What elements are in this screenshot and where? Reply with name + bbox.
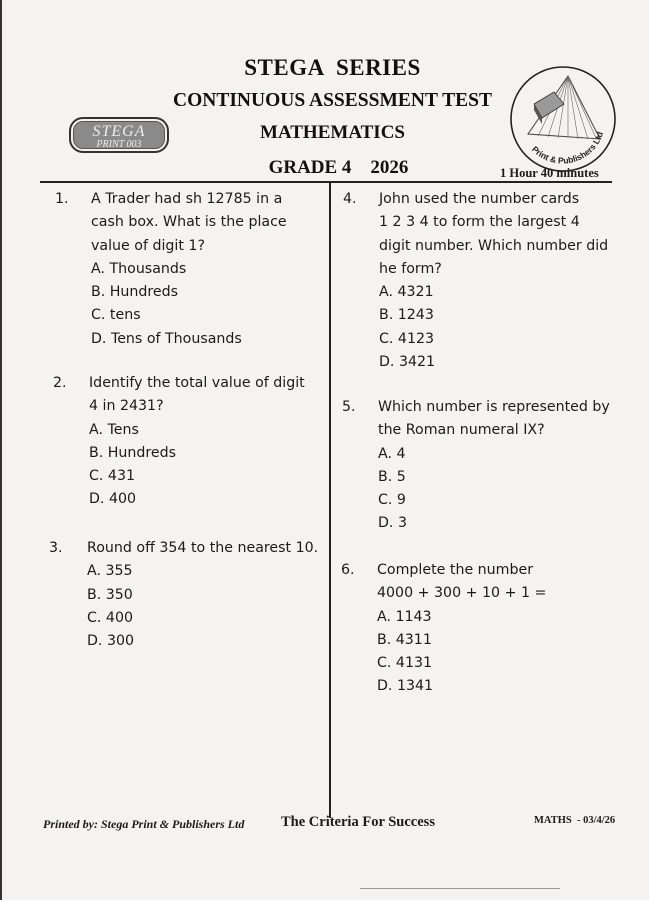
question-text: Identify the total value of digit — [89, 375, 305, 391]
footer-printer: Printed by: Stega Print & Publishers Ltd — [43, 817, 245, 831]
question-number: 6. — [341, 562, 355, 578]
option-c: C. 9 — [378, 492, 406, 509]
option-d: D. 300 — [87, 633, 135, 650]
option-c: C. 400 — [87, 609, 134, 626]
question-number: 1. — [55, 191, 69, 207]
question-text: the Roman numeral IX? — [378, 422, 545, 439]
option-b: B. 5 — [378, 468, 406, 485]
question-text: John used the number cards — [379, 191, 580, 207]
option-a: A. Tens — [89, 421, 139, 438]
option-a: A. Thousands — [91, 260, 187, 277]
option-b: B. Hundreds — [89, 444, 177, 461]
option-d: D. 3 — [378, 515, 407, 532]
option-c: C. 4123 — [379, 330, 435, 347]
question-text: A Trader had sh 12785 in a — [91, 191, 283, 207]
question-number: 3. — [49, 540, 63, 556]
option-a: A. 355 — [87, 563, 133, 580]
question-text: 1 2 3 4 to form the largest 4 — [379, 214, 580, 231]
duration-label: 1 Hour 40 minutes — [500, 166, 599, 180]
question-text: 4 in 2431? — [89, 398, 164, 415]
test-type-title: CONTINUOUS ASSESSMENT TEST — [173, 90, 492, 111]
option-c: C. 4131 — [377, 655, 433, 672]
option-b: B. 1243 — [379, 307, 434, 324]
option-c: C. 431 — [89, 468, 136, 485]
question-text: he form? — [379, 260, 442, 277]
option-b: B. Hundreds — [91, 284, 179, 301]
question-number: 2. — [53, 375, 67, 391]
question-text: Round off 354 to the nearest 10. — [87, 540, 319, 556]
option-a: A. 1143 — [377, 608, 432, 625]
header-divider — [40, 181, 612, 183]
stamp-line2: PRINT 003 — [96, 139, 142, 150]
question-text: Complete the number — [377, 562, 534, 578]
question-number: 5. — [342, 399, 356, 415]
subject-title: MATHEMATICS — [260, 122, 405, 143]
option-d: D. 3421 — [379, 354, 436, 371]
option-d: D. Tens of Thousands — [91, 330, 242, 347]
question-text: cash box. What is the place — [91, 214, 287, 231]
question-text: digit number. Which number did — [379, 237, 609, 254]
bottom-edge-line — [360, 888, 560, 889]
stega-print-stamp — [69, 117, 169, 153]
grade-year-title: GRADE 4 2026 — [268, 157, 409, 178]
option-a: A. 4321 — [379, 284, 434, 301]
stamp-line1: STEGA — [92, 123, 146, 140]
question-text: 4000 + 300 + 10 + 1 = — [377, 585, 547, 602]
footer-motto: The Criteria For Success — [281, 814, 435, 830]
question-text: Which number is represented by — [378, 399, 610, 415]
publisher-logo — [508, 64, 618, 174]
option-a: A. 4 — [378, 445, 406, 462]
option-b: B. 350 — [87, 586, 133, 603]
option-c: C. tens — [91, 307, 141, 324]
option-d: D. 400 — [89, 491, 137, 508]
series-title: STEGA SERIES — [244, 55, 421, 80]
option-d: D. 1341 — [377, 678, 434, 695]
footer-code: MATHS - 03/4/26 — [534, 815, 616, 826]
logo-text: Print & Publishers Ltd — [530, 130, 606, 166]
column-divider — [329, 181, 331, 818]
option-b: B. 4311 — [377, 631, 432, 648]
question-number: 4. — [343, 191, 357, 207]
page-edge — [0, 0, 2, 900]
question-text: value of digit 1? — [91, 237, 205, 254]
